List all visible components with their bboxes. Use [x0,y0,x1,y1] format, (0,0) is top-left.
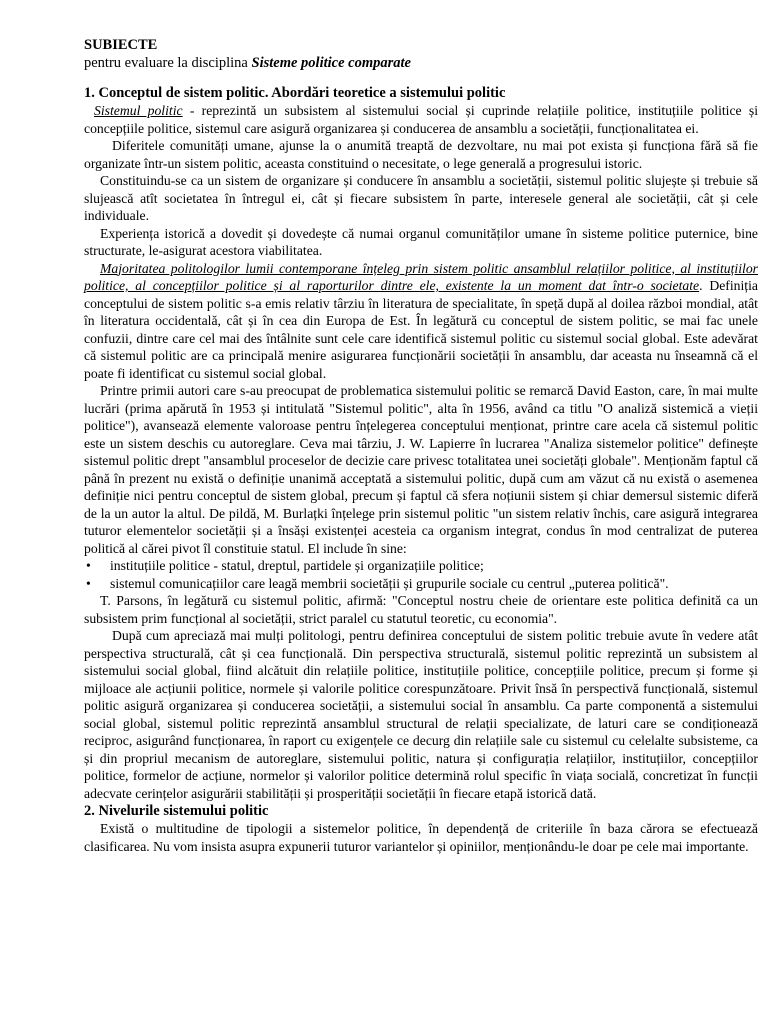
emphasized-definition: Majoritatea politologilor lumii contemporane înțeleg prin sistem politic ansamblul relațiilor politice, al instituțiilor politice, al concepțiilor politice și al raporturilor dintre ele, existente la un moment dat într-o societate [84,260,758,293]
paragraph: După cum apreciază mai mulți politologi, pentru definirea conceptului de sistem politic trebuie avute în vedere atât perspectiva structurală, cât și cea funcțională. Din perspectiva structurală, sistemul politic reprezintă un subsistem al sistemului social global, fiind alcătuit din relațiile politice, instituțiile politice, concepțiile politice, precum și forme și mijloace ale acțiunii politice, normele și valorile politice corespunzătoare. Privit însă în perspectivă funcțională, sistemul politic asigură organizarea și conducerea societății, a sistemului social în ansamblu. Ca parte componentă a sistemului social global, sistemul politic reprezintă ansamblul structural de relații specializate, de laturi care se condiționează reciproc, asigurând funcționarea, în raport cu exigențele ce decurg din relațiile sale cu sistemul cu celelalte subsisteme, ca și din propriul mecanism de autoreglare, sistemului politic, natura și configurația relațiilor, instituțiilor, concepțiilor politice, formelor de acțiune, normelor și valorilor politice determină rolul specific în viața socială, concretizat în funcții adecvate cerințelor asigurării stabilității și prosperității societății în fiecare etapă istorică dată. [84,628,758,801]
paragraph: Constituindu-se ca un sistem de organizare și conducere în ansamblu a societății, sistemul politic slujește și trebuie să slujească atît societatea în întregul ei, cât și fiecare subsistem în parte, interesele general ale societății, cât și cele individuale. [84,173,758,223]
bullet-list [84,557,758,592]
section-1-heading: 1. Conceptul de sistem politic. Abordări teoretice a sistemului politic [84,85,506,101]
definition-text: - reprezintă un subsistem al sistemului social și cuprinde relațiile politice, instituțiile politice și concepțiile politice, sistemul care asigură organizarea și conducerea de ansamblu a societății, funcționalitatea ei. [84,103,758,136]
document-title: SUBIECTE [84,37,158,53]
paragraph: T. Parsons, în legătură cu sistemul politic, afirmă: "Conceptul nostru cheie de orientare este politica definită ca un subsistem prim funcțional al societății, strict paralel cu statutul teoretic, cu economia". [84,593,758,626]
paragraph-emphasis [84,260,758,383]
subtitle-prefix: pentru evaluare la disciplina [84,55,252,71]
paragraph: Diferitele comunități umane, ajunse la o anumită treaptă de dezvoltare, nu mai pot exista și funcționa fără să fie organizate într-un sistem politic, aceasta constituind o necesitate, o lege generală a progresului istoric. [84,138,758,171]
paragraph: Există o multitudine de tipologii a sistemelor politice, în dependență de criteriile în baza cărora se efectuează clasificarea. Nu vom insista asupra expunerii tuturor variantelor și opiniilor, menționându-le doar pe cele mai importante. [84,821,758,854]
defined-term: Sistemul politic [94,103,183,118]
list-item: • instituțiile politice - statul, dreptul, partidele și organizațiile politice; [84,557,758,575]
paragraph-text: . Definiția conceptului de sistem politic s-a emis relativ târziu în literatura de specialitate, în speță după al doilea război mondial, atât în literatura occidentală, cât și în cea din Europa de Est. În legătură cu conceptul de sistem politic, se mai fac unele confuzii, dintre care cel mai des întâlnite sunt cele care identifică sistemul politic cu sistemul social global. Este adevărat că sistemul politic are ca principală menire asigurarea funcționării societății în ansamblu, dar aceasta nu înseamnă că el poate fi identificat cu sistemul social global. [84,278,758,381]
list-item: • sistemul comunicațiilor care leagă membrii societății și grupurile sociale cu centrul „puterea politică". [84,575,758,593]
paragraph: Experiența istorică a dovedit și dovedește că numai organul comunităților umane în sisteme politice puternice, bine structurate, le-asigurat acestora viabilitatea. [84,225,758,258]
paragraph: Printre primii autori care s-au preocupat de problematica sistemului politic se remarcă David Easton, care, în mai multe lucrări (prima apărută în 1953 și intitulată "Sistemul politic", alta în 1956, având ca titlu "O analiză sistemică a vieții politice"), avansează elemente valoroase pentru înțelegerea conceptului menționat, printre care acela că sistemul politic este un sistem deschis cu autoreglare. Ceva mai târziu, J. W. Lapierre în lucrarea "Analiza sistemelor politice" definește sistemul politic drept "ansamblul proceselor de decizie care privesc totalitatea unei societăți globale". Menționăm faptul că până în prezent nu există o definiție unanimă acceptată a sistemului politic, după cum am văzut că nu există o asemenea definiție nici pentru conceptul de sistem global, precum și faptul că sfera noțiunii sistem și chiar demersul sistemic diferă de la un autor la altul. De pildă, M. Burlațki înțelege prin sistemul politic "un sistem relativ închis, care asigură integrarea tuturor elementelor societății și a însăși existenței acesteia ca organism integrat, condus în mod centralizat de puterea politică al cărei pivot îl constituie statul. El include în sine: [84,383,758,556]
paragraph-definition [84,102,758,137]
document-subtitle [84,54,758,72]
discipline-name: Sisteme politice comparate [251,55,411,71]
section-2-heading: 2. Nivelurile sistemului politic [84,803,269,819]
